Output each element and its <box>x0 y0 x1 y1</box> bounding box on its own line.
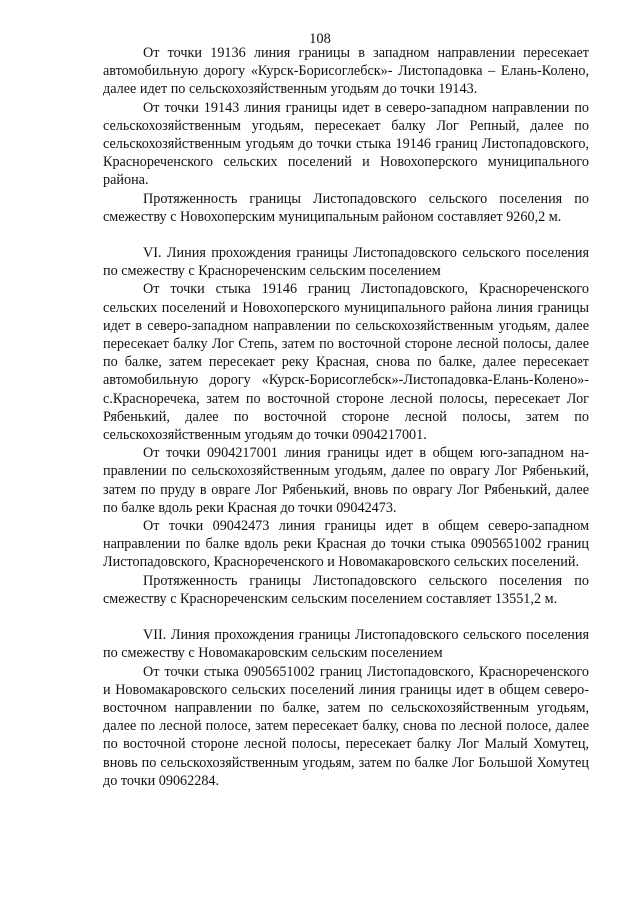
paragraph: Протяженность границы Листопадовского сельского поселения по смежеству с Краснореченским сельским поселением составляет 13551,2 м. <box>103 572 589 607</box>
paragraph: От точки 19143 линия границы идет в северо-западном направлении по сельскохозяйственным угодьям, пересекает балку Лог Репный, далее по сельскохозяйственным угодьям до точки стыка 19146 границ Листопадовского, Краснореченского сельских поселений и Новохоперского муниципального района. <box>103 99 589 189</box>
paragraph: От точки стыка 19146 границ Листопадовского, Краснореченского сельских поселений и Новохоперского муниципального района линия границы идет в северо-западном направлении по сельскохозяйственным угодьям, далее пересекает балку Лог Степь, затем по восточной стороне лесной полосы, далее по балке, затем пересекает реку Красная, снова по балке, далее пересекает автомобильную дорогу «Курск-Борисоглебск»-Листопадовка-Елань-Колено»-с.Красноречека, затем по восточной стороне лесной полосы, пересекает Лог Рябенький, далее по восточной стороне лесной полосы, затем по сельскохозяйственным угодьям до точки 0904217001. <box>103 281 589 444</box>
document-body <box>103 44 589 790</box>
paragraph: Протяженность границы Листопадовского сельского поселения по смежеству с Новохоперским муниципальным районом составляет 9260,2 м. <box>103 190 589 225</box>
paragraph: От точки 19136 линия границы в западном направлении пересекает автомобильную дорогу «Курск-Борисоглебск»- Листопадовка – Елань-Колено, далее идет по сельскохозяйственным угодьям до точки 19143. <box>103 45 589 98</box>
section-vii-border-novomakarovsk <box>103 626 589 790</box>
section-border-novokhopersk <box>103 44 589 226</box>
section-heading: VII. Линия прохождения границы Листопадовского сельского поселения по смежеству с Новомакаровским сельским поселением <box>103 627 589 662</box>
page-number: 108 <box>309 31 331 47</box>
section-heading: VI. Линия прохождения границы Листопадовского сельского поселения по смежеству с Краснореченским сельским поселением <box>103 245 589 280</box>
paragraph: От точки 09042473 линия границы идет в общем северо-западном направлении по балке вдоль реки Красная до точки стыка 0905651002 границ Листопадовского, Краснореченского и Новомакаровского сельских поселений. <box>103 518 589 571</box>
section-vi-border-krasnorechensk <box>103 244 589 608</box>
paragraph: От точки 0904217001 линия границы идет в общем юго-западном направлении по сельскохозяйственным угодьям, далее по оврагу Лог Рябенький, затем по пруду в овраге Лог Рябенький, вновь по оврагу Лог Рябенький, далее по балке вдоль реки Красная до точки 09042473. <box>103 445 589 516</box>
paragraph: От точки стыка 0905651002 границ Листопадовского, Краснореченского и Новомакаровского сельских поселений линия границы идет в общем северо-восточном направлении по балке, затем по сельскохозяйственным угодьям, далее по лесной полосе, затем пересекает балку, снова по лесной полосе, далее по восточной стороне лесной полосы, пересекает балку Лог Малый Хомутец, вновь по сельскохозяйственным угодьям, затем по балке Лог Большой Хомутец до точки 09062284. <box>103 663 589 789</box>
